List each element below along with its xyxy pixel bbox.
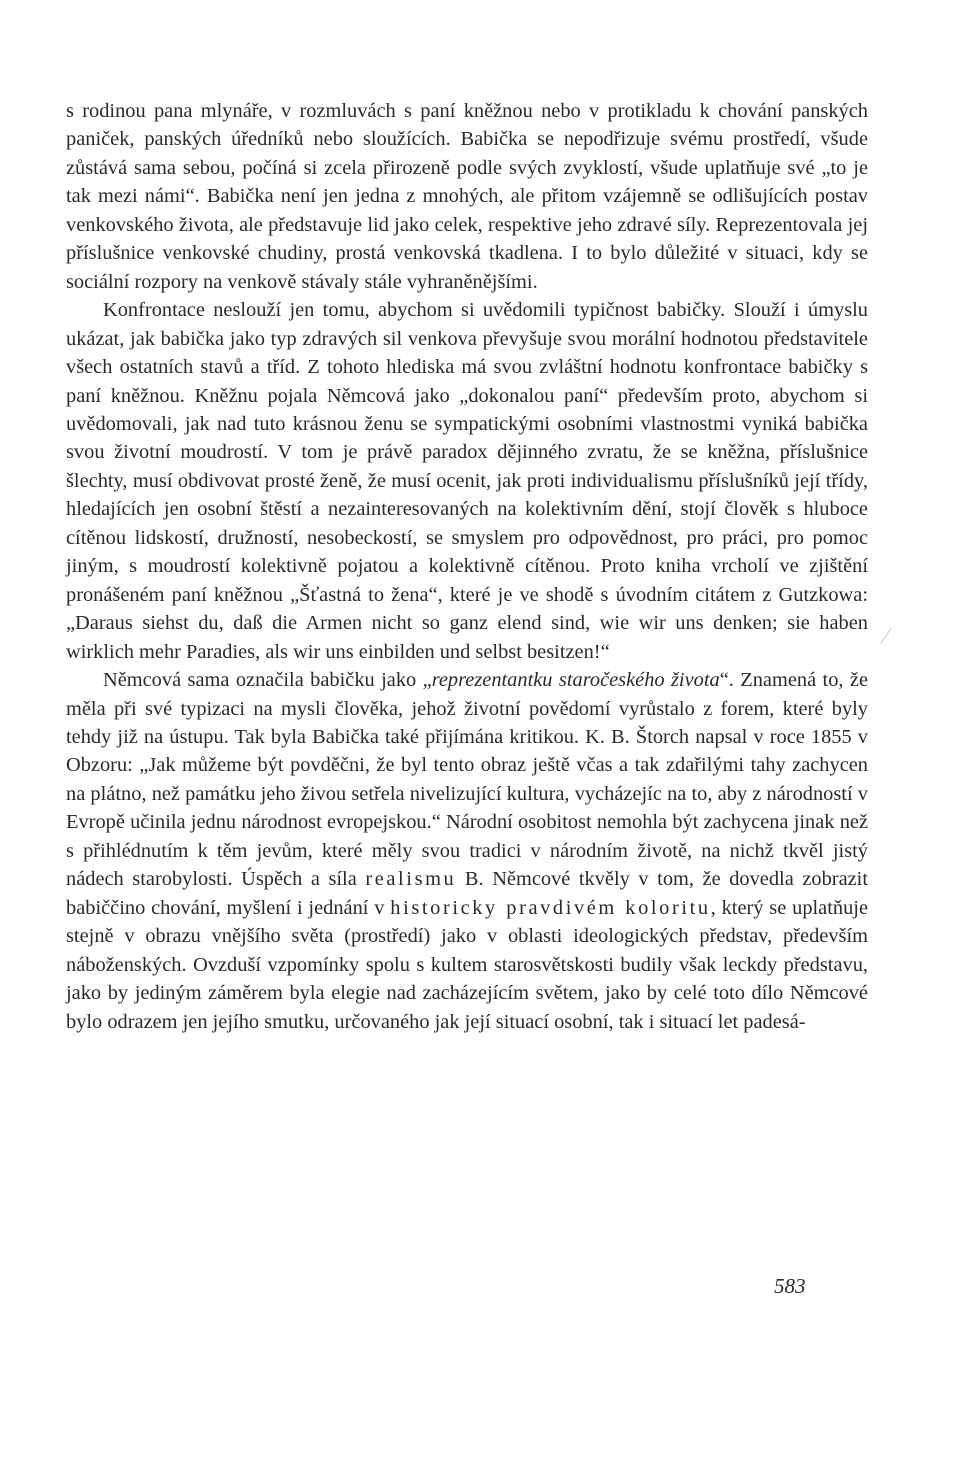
spaced-emphasis: historicky pravdivém koloritu — [390, 896, 711, 919]
text-run: Konfrontace neslouží jen tomu, abychom si uvědomili typičnost babičky. Slouží i úmyslu ukázat, jak babička jako typ zdravých sil venkova převyšuje svou morální hodnotou představitele všech ostatních stavů a tříd. Z tohoto hlediska má svou zvláštní hodnotu konfrontace babičky s paní kněžnou. Kněžnu pojala Němcová jako „dokonalou paní“ především proto, abychom si uvědomovali, jak nad tuto krásnou ženu se sympatickými osobními vlastnostmi vyniká babička svou životní moudrostí. V tom je právě paradox dějinného zvratu, že se kněžna, příslušnice šlechty, musí obdivovat prosté ženě, že musí ocenit, jak proti individualismu příslušníků její třídy, hledajících jen osobní štěstí a nezainteresovaných na kolektivním dění, stojí člověk s hluboce cítěnou lidskostí, družností, nesobeckostí, se smyslem pro odpovědnost, pro práci, pro pomoc jiným, s moudrostí kolektivně pojatou a kolektivně cítěnou. Proto kniha vrcholí ve zjištění pronášeném paní kněžnou „Šťastná to žena“, které je ve shodě s úvodním citátem z Gutzkowa: „Daraus siehst du, daß die Armen nicht so ganz elend sind, wie wir uns denken; sie haben wirklich mehr Paradies, als wir uns einbilden und selbst besitzen!“ — [66, 299, 868, 663]
margin-mark — [880, 628, 894, 646]
paragraph-1 — [66, 97, 868, 296]
paragraph-2 — [66, 296, 868, 666]
body-text — [66, 97, 868, 1036]
page-number: 583 — [774, 1274, 806, 1298]
italic-quote: reprezentantku staročeského života — [431, 669, 720, 692]
text-run: , který se uplatňuje stejně v obrazu vnějšího světa (prostředí) jako v oblasti ideologických představ, především náboženských. Ovzduší vzpomínky spolu s kultem starosvětskosti budily však leckdy představu, jako by jediným záměrem byla elegie nad zacházejícím světem, jako by celé toto dílo Němcové bylo odrazem jen jejího smutku, určovaného jak její situací osobní, tak i situací let padesá- — [66, 896, 868, 1033]
text-run: s rodinou pana mlynáře, v rozmluvách s paní kněžnou nebo v protikladu k chování panských paniček, panských úředníků nebo sloužících. Babička se nepodřizuje svému prostředí, všude zůstává sama sebou, počíná si zcela přirozeně podle svých zvyklostí, všude uplatňuje své „to je tak mezi námi“. Babička není jen jedna z mnohých, ale přitom vzájemně se odlišujících postav venkovského života, ale představuje lid jako celek, respektive jeho zdravé síly. Reprezentovala jej příslušnice venkovské chudiny, prostá venkovská tkadlena. I to bylo důležité v situaci, kdy se sociální rozpory na venkově stávaly stále vyhraněnějšími. — [66, 100, 868, 293]
text-run: “. Znamená to, že měla při své typizaci na mysli člověka, jehož životní povědomí vyrůstalo z forem, které byly tehdy již na ústupu. Tak byla Babička také přijímána kritikou. K. B. Štorch napsal v roce 1855 v Obzoru: „Jak můžeme být povděčni, že byl tento obraz ještě včas a tak zdařilými tahy zachycen na plátno, než památku jeho živou setřela nivelizující kultura, vycházejíc na to, aby z národností v Evropě učinila jednu národnost evropejskou.“ Národní osobitost nemohla být zachycena jinak než s přihlédnutím k těm jevům, které měly svou tradici v národním životě, na nichž tkvěl jistý nádech starobylosti. Úspěch a síla — [66, 669, 869, 891]
text-run: B. Němcové tkvěly v tom, že dovedla zobrazit babiččino chování, myšlení i jednání v — [66, 868, 868, 919]
paragraph-3 — [66, 666, 868, 1036]
text-run: Němcová sama označila babičku jako „ — [103, 669, 432, 692]
spaced-emphasis: realismu — [365, 868, 457, 891]
